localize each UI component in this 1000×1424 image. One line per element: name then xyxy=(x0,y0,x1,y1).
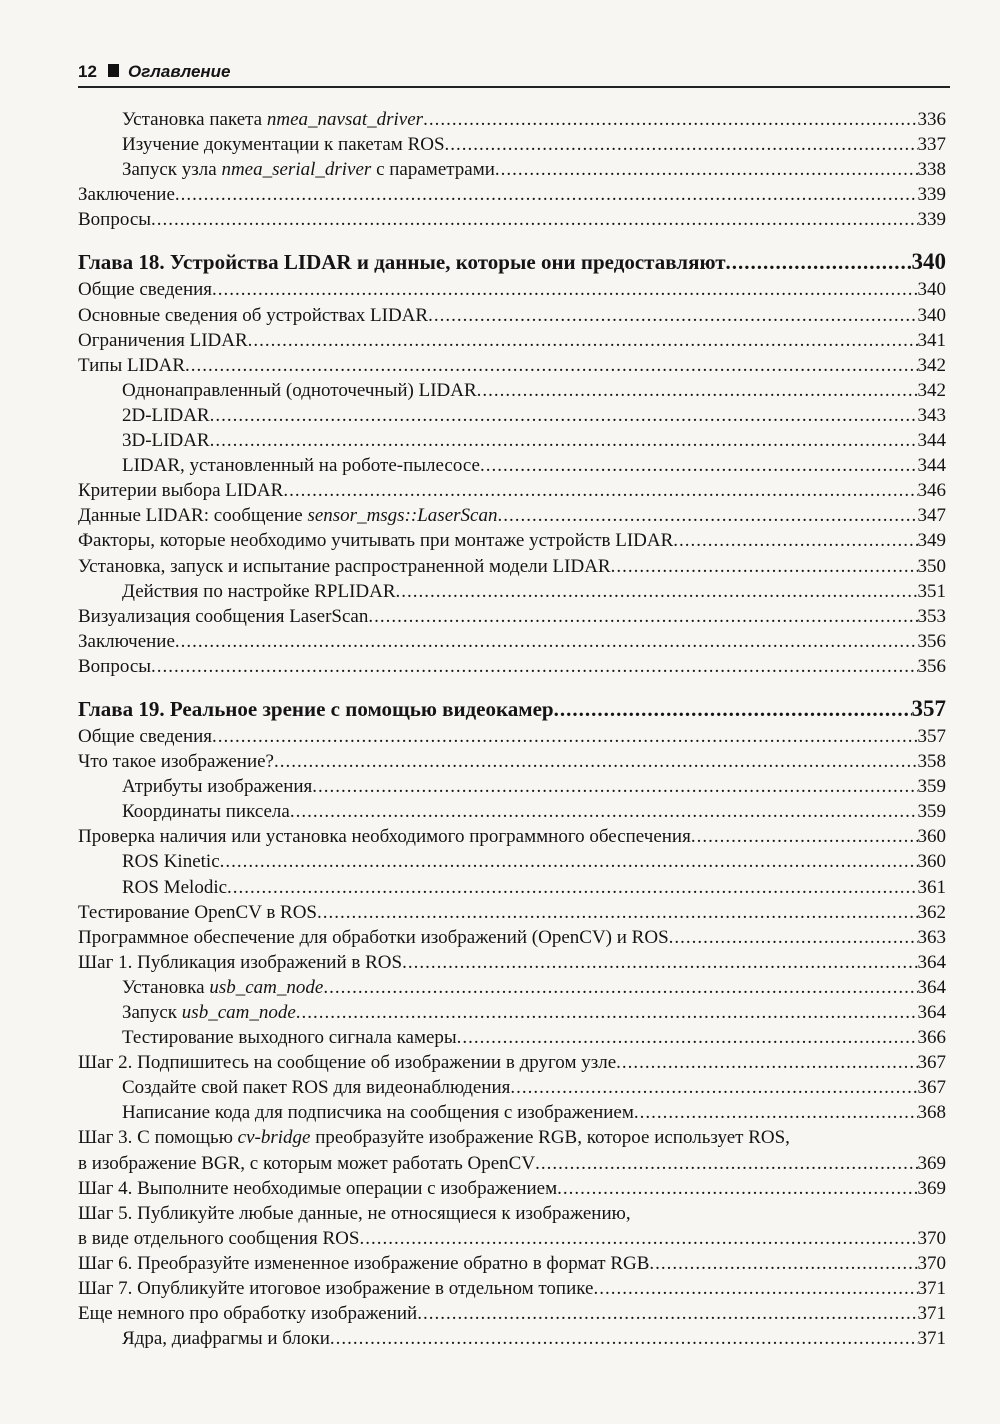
dot-leader xyxy=(649,1251,917,1276)
toc-entry[interactable]: Еще немного про обработку изображений ..... 371 xyxy=(78,1301,946,1326)
dot-leader xyxy=(445,132,918,157)
toc-entry[interactable]: Проверка наличия или установка необходимого программного обеспечения ..... 360 xyxy=(78,824,946,849)
dot-leader xyxy=(510,1075,917,1100)
toc-page: 336 xyxy=(917,109,946,130)
dot-leader xyxy=(557,1176,917,1201)
toc-entry[interactable]: Атрибуты изображения ..... 359 xyxy=(78,774,946,799)
dot-leader xyxy=(317,900,917,925)
dot-leader xyxy=(212,277,917,302)
dot-leader xyxy=(151,207,917,232)
toc-entry[interactable]: Шаг 6. Преобразуйте измененное изображение обратно в формат RGB ..... 370 xyxy=(78,1251,946,1276)
toc-entry[interactable]: Шаг 1. Публикация изображений в ROS ..... 364 xyxy=(78,950,946,975)
toc-entry[interactable]: Однонаправленный (одноточечный) LIDAR ..... 342 xyxy=(78,378,946,403)
dot-leader xyxy=(274,749,918,774)
toc-entry[interactable]: Заключение ..... 356 xyxy=(78,629,946,654)
toc-entry[interactable]: Тестирование OpenCV в ROS ..... 362 xyxy=(78,900,946,925)
toc-page: 340 xyxy=(917,279,946,301)
toc-entry[interactable]: Шаг 7. Опубликуйте итоговое изображение в отдельном топике ..... 371 xyxy=(78,1276,946,1301)
chapter-heading[interactable]: Глава 19. Реальное зрение с помощью видеокамер ..... 357 xyxy=(78,695,946,722)
toc-page: 358 xyxy=(917,751,946,773)
toc-page: 340 xyxy=(911,249,946,275)
dot-leader xyxy=(210,428,918,453)
toc-page: 371 xyxy=(917,1303,946,1325)
toc-page: 342 xyxy=(917,354,946,376)
toc-page: 349 xyxy=(917,530,946,552)
dot-leader xyxy=(290,799,918,824)
page-number: 12 xyxy=(78,62,97,81)
toc-entry[interactable]: Действия по настройке RPLIDAR ..... 351 xyxy=(78,579,946,604)
dot-leader xyxy=(428,303,917,328)
dot-leader xyxy=(185,353,917,378)
toc-entry[interactable]: Заключение ..... 339 xyxy=(78,182,946,207)
toc-entry[interactable]: 3D-LIDAR ..... 344 xyxy=(78,428,946,453)
toc-page: 342 xyxy=(917,379,946,401)
dot-leader xyxy=(611,554,918,579)
toc-entry[interactable]: ROS Melodic ..... 361 xyxy=(78,875,946,900)
dot-leader xyxy=(396,579,918,604)
dot-leader xyxy=(616,1050,917,1075)
table-of-contents xyxy=(78,107,946,1351)
dot-leader xyxy=(323,975,917,1000)
toc-page: 367 xyxy=(917,1077,946,1099)
toc-page: 337 xyxy=(917,134,946,156)
toc-entry[interactable]: Общие сведения ..... 357 xyxy=(78,724,946,749)
dot-leader xyxy=(312,774,917,799)
dot-leader xyxy=(480,453,918,478)
toc-page: 368 xyxy=(917,1102,946,1124)
dot-leader xyxy=(248,328,918,353)
toc-page: 357 xyxy=(911,695,946,721)
dot-leader xyxy=(402,950,917,975)
dot-leader xyxy=(634,1100,918,1125)
toc-page: 346 xyxy=(917,480,946,502)
dot-leader xyxy=(368,604,917,629)
running-header xyxy=(78,58,950,88)
toc-page: 343 xyxy=(917,404,946,426)
toc-page: 363 xyxy=(917,926,946,948)
dot-leader xyxy=(497,503,917,528)
toc-entry[interactable]: Типы LIDAR ..... 342 xyxy=(78,353,946,378)
toc-entry[interactable]: ROS Kinetic ..... 360 xyxy=(78,849,946,874)
toc-entry[interactable]: Запуск узла nmea_serial_driver с параметрами ..... 338 xyxy=(78,157,946,182)
toc-page: 341 xyxy=(917,329,946,351)
toc-page: 367 xyxy=(917,1052,946,1074)
dot-leader xyxy=(726,249,912,275)
toc-page: 359 xyxy=(917,776,946,798)
dot-leader xyxy=(673,528,917,553)
dot-leader xyxy=(359,1226,917,1251)
dot-leader xyxy=(151,654,917,679)
toc-entry[interactable]: Общие сведения ..... 340 xyxy=(78,277,946,302)
toc-entry[interactable]: в изображение BGR, с которым может работать OpenCV ..... 369 xyxy=(78,1151,946,1176)
toc-page: 357 xyxy=(917,725,946,747)
dot-leader xyxy=(417,1301,917,1326)
toc-entry[interactable]: Написание кода для подписчика на сообщения с изображением ..... 368 xyxy=(78,1100,946,1125)
toc-entry[interactable]: Координаты пиксела ..... 359 xyxy=(78,799,946,824)
dot-leader xyxy=(535,1151,917,1176)
toc-entry-first-line[interactable]: Шаг 3. С помощью cv-bridge преобразуйте изображение RGB, которое использует ROS, xyxy=(78,1127,790,1149)
toc-entry[interactable]: Вопросы ..... 356 xyxy=(78,654,946,679)
toc-entry[interactable]: Вопросы ..... 339 xyxy=(78,207,946,232)
toc-page: 353 xyxy=(917,605,946,627)
dot-leader xyxy=(423,107,917,132)
dot-leader xyxy=(175,629,918,654)
toc-entry[interactable]: Основные сведения об устройствах LIDAR ..... 340 xyxy=(78,303,946,328)
chapter-heading[interactable]: Глава 18. Устройства LIDAR и данные, которые они предоставляют ..... 340 xyxy=(78,248,946,275)
toc-entry[interactable]: Ограничения LIDAR ..... 341 xyxy=(78,328,946,353)
toc-page: 370 xyxy=(917,1252,946,1274)
toc-entry[interactable]: Изучение документации к пакетам ROS ..... 337 xyxy=(78,132,946,157)
dot-leader xyxy=(220,849,918,874)
toc-page: 359 xyxy=(917,801,946,823)
toc-page: 356 xyxy=(917,655,946,677)
toc-entry[interactable]: Установка, запуск и испытание распространенной модели LIDAR ..... 350 xyxy=(78,554,946,579)
toc-entry[interactable]: Визуализация сообщения LaserScan ..... 353 xyxy=(78,604,946,629)
toc-entry[interactable]: Шаг 2. Подпишитесь на сообщение об изображении в другом узле ..... 367 xyxy=(78,1050,946,1075)
toc-entry[interactable]: Что такое изображение? ..... 358 xyxy=(78,749,946,774)
toc-page: 371 xyxy=(917,1278,946,1300)
toc-page: 361 xyxy=(917,876,946,898)
toc-page: 370 xyxy=(917,1227,946,1249)
dot-leader xyxy=(283,478,917,503)
toc-page: 340 xyxy=(917,304,946,326)
toc-page: 338 xyxy=(917,159,946,181)
square-bullet-icon xyxy=(108,64,119,77)
dot-leader xyxy=(669,925,918,950)
toc-entry[interactable]: Программное обеспечение для обработки изображений (OpenCV) и ROS ..... 363 xyxy=(78,925,946,950)
dot-leader xyxy=(212,724,917,749)
toc-entry[interactable]: Создайте свой пакет ROS для видеонаблюдения ..... 367 xyxy=(78,1075,946,1100)
toc-page: 362 xyxy=(917,901,946,923)
toc-page: 369 xyxy=(917,1177,946,1199)
toc-page: 364 xyxy=(917,976,946,998)
toc-entry[interactable]: Данные LIDAR: сообщение sensor_msgs::LaserScan ..... 347 xyxy=(78,503,946,528)
toc-entry[interactable]: Критерии выбора LIDAR ..... 346 xyxy=(78,478,946,503)
toc-page: 364 xyxy=(917,1002,946,1023)
toc-entry[interactable]: 2D-LIDAR ..... 343 xyxy=(78,403,946,428)
dot-leader xyxy=(691,824,918,849)
dot-leader xyxy=(296,1000,918,1025)
toc-page: 371 xyxy=(917,1328,946,1350)
toc-page: 344 xyxy=(917,430,946,452)
toc-page: 366 xyxy=(917,1027,946,1049)
toc-page: 360 xyxy=(917,851,946,873)
dot-leader xyxy=(593,1276,917,1301)
running-title: Оглавление xyxy=(128,62,231,81)
toc-page: 356 xyxy=(917,630,946,652)
toc-entry[interactable]: Ядра, диафрагмы и блоки ..... 371 xyxy=(78,1326,946,1351)
toc-entry[interactable]: Факторы, которые необходимо учитывать при монтаже устройств LIDAR ..... 349 xyxy=(78,528,946,553)
toc-page: 350 xyxy=(917,555,946,577)
toc-entry[interactable]: Установка пакета nmea_navsat_driver ..... 336 xyxy=(78,107,946,132)
dot-leader xyxy=(554,696,912,722)
toc-page: 351 xyxy=(917,580,946,602)
toc-entry[interactable]: Установка usb_cam_node ..... 364 xyxy=(78,975,946,1000)
toc-page: 344 xyxy=(917,455,946,477)
dot-leader xyxy=(477,378,918,403)
toc-page: 360 xyxy=(917,826,946,848)
toc-entry[interactable]: Шаг 4. Выполните необходимые операции с изображением ..... 369 xyxy=(78,1176,946,1201)
dot-leader xyxy=(330,1326,918,1351)
toc-entry-first-line[interactable]: Шаг 5. Публикуйте любые данные, не относящиеся к изображению, xyxy=(78,1202,631,1224)
toc-page: 339 xyxy=(917,209,946,231)
dot-leader xyxy=(175,182,918,207)
toc-entry[interactable]: Запуск usb_cam_node ..... 364 xyxy=(78,1000,946,1025)
toc-page: 339 xyxy=(917,184,946,206)
toc-entry[interactable]: Тестирование выходного сигнала камеры ..... 366 xyxy=(78,1025,946,1050)
toc-page: 347 xyxy=(917,505,946,527)
dot-leader xyxy=(227,875,917,900)
toc-entry[interactable]: в виде отдельного сообщения ROS ..... 370 xyxy=(78,1226,946,1251)
toc-entry[interactable]: LIDAR, установленный на роботе-пылесосе ..... 344 xyxy=(78,453,946,478)
toc-page: 364 xyxy=(917,951,946,973)
toc-page: 369 xyxy=(917,1152,946,1174)
dot-leader xyxy=(457,1025,918,1050)
dot-leader xyxy=(210,403,918,428)
dot-leader xyxy=(495,157,918,182)
